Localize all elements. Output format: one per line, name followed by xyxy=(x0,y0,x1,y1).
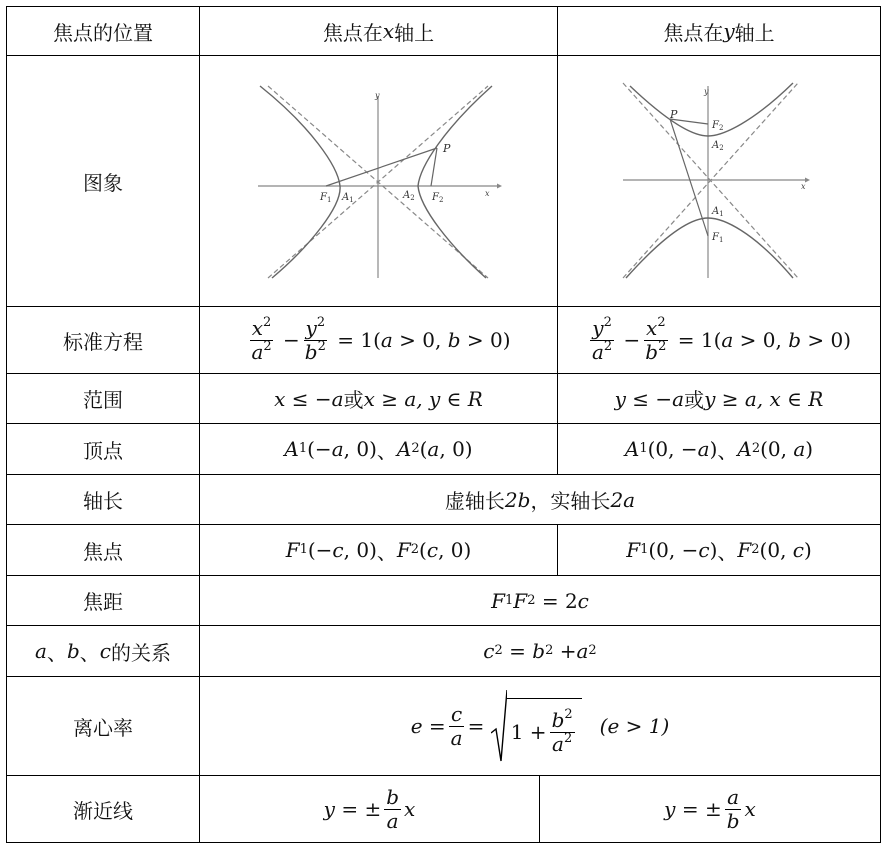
relation-var: c xyxy=(99,639,111,663)
table-border-right xyxy=(880,6,881,843)
header-col-position: 焦点的位置 xyxy=(53,20,153,45)
point-P-label: P xyxy=(670,108,678,121)
focus-y-axis: F 1 (0, −c) 、 F 2 (0, c) xyxy=(558,525,880,575)
table-border-bottom xyxy=(6,842,881,843)
vertex-sep: 、 xyxy=(717,438,738,463)
point-F2-label: $F_2$ xyxy=(712,120,724,132)
axis-length-text: ，实轴长 xyxy=(530,489,611,513)
axis-label-y: y xyxy=(375,91,380,100)
range-x-axis xyxy=(200,374,557,423)
row-label-focal-distance: 焦距 xyxy=(83,590,123,614)
header-prefix: 焦点在 xyxy=(663,20,724,45)
axis-label-x: x xyxy=(485,189,490,198)
point-A1-label: $A_1$ xyxy=(712,206,724,218)
eccentricity-condition: (e > 1) xyxy=(599,714,670,738)
header-col-y-axis xyxy=(558,7,880,55)
row-label-vertex: 顶点 xyxy=(83,438,123,463)
relation-var: b xyxy=(66,639,80,663)
equation-y-axis: $\frac{y^2}{a^2}$ − $\frac{x^2}{b^2}$ = 1(a > 0, b > 0) xyxy=(591,314,852,364)
asymptote-x-axis: y = ± $\frac{b}{a}$ x xyxy=(323,784,416,833)
hyperbola-x-figure xyxy=(200,56,557,306)
row-label-relation xyxy=(7,626,199,676)
focal-distance-value: F 1 F 2 = 2c xyxy=(491,588,589,613)
relation-sep: 、 xyxy=(46,640,67,665)
vertex-sep: 、 xyxy=(376,438,397,463)
equation-x-axis: $\frac{x^2}{a^2}$ − $\frac{y^2}{b^2}$ = 1(a > 0, b > 0) xyxy=(251,314,511,364)
range-or: 或 xyxy=(343,388,364,412)
range-part: x ≥ a, y ∈ R xyxy=(363,386,483,411)
range-or: 或 xyxy=(684,388,705,412)
relation-var: a xyxy=(35,639,47,663)
row-label-focus: 焦点 xyxy=(83,539,123,564)
focus-sep: 、 xyxy=(376,539,397,564)
axis-length-value xyxy=(200,475,880,524)
axis-length-val: 2a xyxy=(610,487,636,512)
point-A2-label: $A_2$ xyxy=(712,140,724,152)
point-F1-label: $F_1$ xyxy=(320,192,332,204)
relation-value: c 2 = b 2 + a 2 xyxy=(483,639,597,663)
asymptote-y-axis: y = ± $\frac{a}{b}$ x xyxy=(664,784,756,833)
relation-suffix: 的关系 xyxy=(110,640,171,665)
range-part: y ≤ −a xyxy=(614,386,685,411)
row-label-range: 范围 xyxy=(83,388,123,412)
vertex-x-axis: A 1 (−a, 0) 、 A 2 (a, 0) xyxy=(200,424,557,474)
relation-sep: 、 xyxy=(79,640,100,665)
range-part: y ≥ a, x ∈ R xyxy=(704,386,824,411)
header-suffix: 轴上 xyxy=(394,20,435,45)
row-label-eccentricity: 离心率 xyxy=(73,715,133,740)
header-suffix: 轴上 xyxy=(734,20,775,45)
axis-label-y: y xyxy=(704,87,709,96)
header-var: x xyxy=(382,19,395,43)
header-prefix: 焦点在 xyxy=(322,20,383,45)
header-var: y xyxy=(723,19,735,43)
point-F2-label: $F_2$ xyxy=(432,192,444,204)
focus-x-axis: F 1 (−c, 0) 、 F 2 (c, 0) xyxy=(200,525,557,575)
axis-length-text: 虚轴长 xyxy=(444,489,505,513)
point-A1-label: $A_1$ xyxy=(342,192,354,204)
row-label-graph: 图象 xyxy=(83,170,123,195)
header-col-x-axis xyxy=(200,7,557,55)
axis-length-val: 2b xyxy=(504,487,531,512)
row-label-equation: 标准方程 xyxy=(63,329,143,354)
range-y-axis xyxy=(558,374,880,423)
hyperbola-y-figure xyxy=(558,56,880,306)
row-label-axis-length: 轴长 xyxy=(83,489,123,513)
point-F1-label: $F_1$ xyxy=(712,232,724,244)
focus-sep: 、 xyxy=(717,539,738,564)
point-A2-label: $A_2$ xyxy=(403,190,415,202)
eccentricity-value: e = $\frac{c}{a}$ = 1 + $\frac{b^2}{a^2}$ (e > 1) xyxy=(200,677,880,775)
row-label-asymptote: 渐近线 xyxy=(73,798,133,823)
point-P-label: P xyxy=(443,142,451,155)
axis-label-x: x xyxy=(801,182,806,191)
vertex-y-axis: A 1 (0, −a) 、 A 2 (0, a) xyxy=(558,424,880,474)
range-part: x ≤ −a xyxy=(274,386,344,411)
